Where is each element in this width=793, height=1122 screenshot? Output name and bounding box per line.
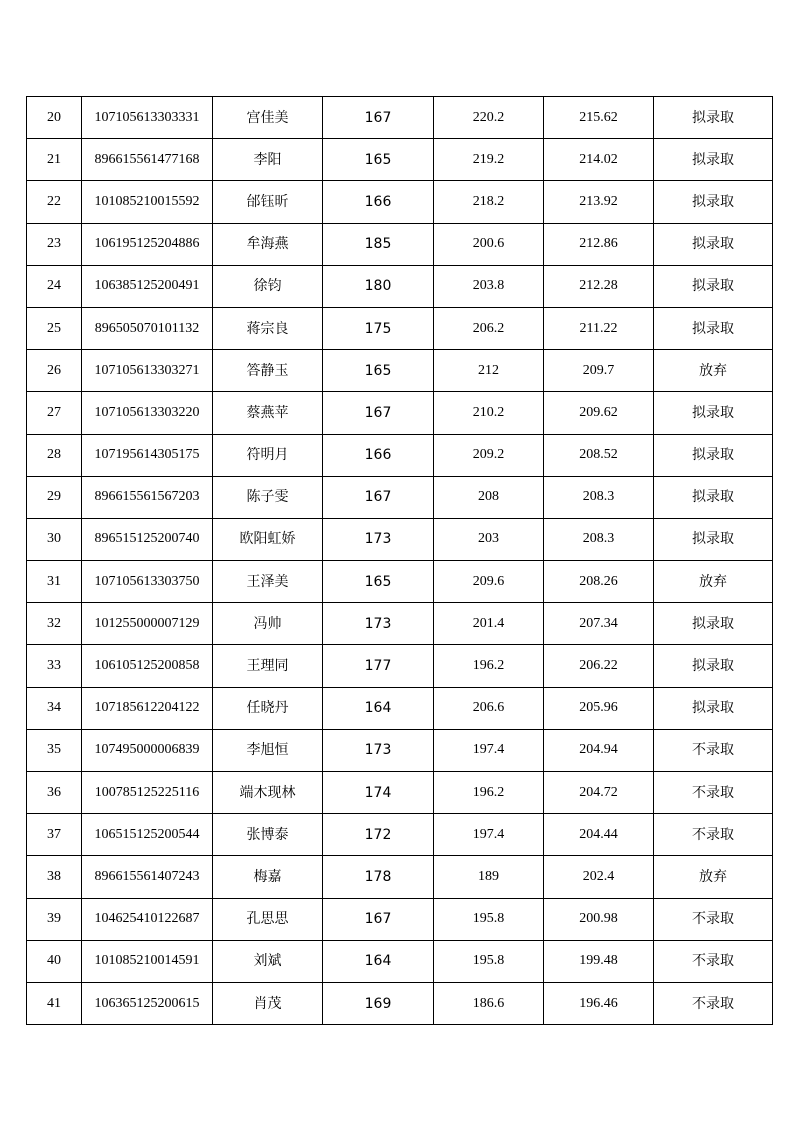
serial-number-cell: 31	[27, 561, 82, 603]
first-exam-score-cell: 185	[323, 223, 434, 265]
retest-score-cell: 203.8	[434, 265, 544, 307]
first-exam-score-cell: 169	[323, 982, 434, 1024]
admission-result-cell: 拟录取	[654, 139, 773, 181]
candidate-name-cell: 邰钰昕	[213, 181, 323, 223]
retest-score-cell: 196.2	[434, 645, 544, 687]
admission-result-cell: 不录取	[654, 940, 773, 982]
exam-id-cell: 107495000006839	[82, 729, 213, 771]
total-score-cell: 207.34	[544, 603, 654, 645]
admission-result-cell: 拟录取	[654, 645, 773, 687]
candidate-name-cell: 刘斌	[213, 940, 323, 982]
admission-result-cell: 不录取	[654, 772, 773, 814]
total-score-cell: 199.48	[544, 940, 654, 982]
candidate-name-cell: 任晓丹	[213, 687, 323, 729]
candidate-name-cell: 王泽美	[213, 561, 323, 603]
exam-id-cell: 106365125200615	[82, 982, 213, 1024]
retest-score-cell: 218.2	[434, 181, 544, 223]
admission-result-cell: 拟录取	[654, 307, 773, 349]
exam-id-cell: 101085210014591	[82, 940, 213, 982]
first-exam-score-cell: 174	[323, 772, 434, 814]
candidate-name-cell: 孔思思	[213, 898, 323, 940]
candidate-name-cell: 李旭恒	[213, 729, 323, 771]
admission-result-cell: 不录取	[654, 814, 773, 856]
admission-result-cell: 拟录取	[654, 181, 773, 223]
exam-id-cell: 896515125200740	[82, 518, 213, 560]
candidate-name-cell: 蒋宗良	[213, 307, 323, 349]
admission-result-cell: 拟录取	[654, 392, 773, 434]
table-row	[27, 392, 773, 434]
exam-id-cell: 106105125200858	[82, 645, 213, 687]
retest-score-cell: 189	[434, 856, 544, 898]
retest-score-cell: 208	[434, 476, 544, 518]
table-row	[27, 982, 773, 1024]
candidate-name-cell: 答静玉	[213, 350, 323, 392]
candidate-name-cell: 梅嘉	[213, 856, 323, 898]
retest-score-cell: 203	[434, 518, 544, 560]
admission-result-cell: 不录取	[654, 729, 773, 771]
exam-id-cell: 896615561567203	[82, 476, 213, 518]
serial-number-cell: 38	[27, 856, 82, 898]
admission-result-cell: 拟录取	[654, 476, 773, 518]
table-row	[27, 434, 773, 476]
first-exam-score-cell: 178	[323, 856, 434, 898]
candidate-name-cell: 符明月	[213, 434, 323, 476]
exam-id-cell: 107195614305175	[82, 434, 213, 476]
admission-result-cell: 拟录取	[654, 687, 773, 729]
table-row	[27, 223, 773, 265]
first-exam-score-cell: 167	[323, 898, 434, 940]
serial-number-cell: 23	[27, 223, 82, 265]
candidate-name-cell: 徐钧	[213, 265, 323, 307]
first-exam-score-cell: 165	[323, 561, 434, 603]
total-score-cell: 209.62	[544, 392, 654, 434]
serial-number-cell: 41	[27, 982, 82, 1024]
total-score-cell: 204.44	[544, 814, 654, 856]
exam-id-cell: 101085210015592	[82, 181, 213, 223]
retest-score-cell: 197.4	[434, 729, 544, 771]
exam-id-cell: 106195125204886	[82, 223, 213, 265]
total-score-cell: 211.22	[544, 307, 654, 349]
total-score-cell: 215.62	[544, 97, 654, 139]
retest-score-cell: 212	[434, 350, 544, 392]
retest-score-cell: 195.8	[434, 940, 544, 982]
table-row	[27, 97, 773, 139]
serial-number-cell: 22	[27, 181, 82, 223]
first-exam-score-cell: 173	[323, 518, 434, 560]
first-exam-score-cell: 164	[323, 940, 434, 982]
serial-number-cell: 37	[27, 814, 82, 856]
table-row	[27, 898, 773, 940]
serial-number-cell: 36	[27, 772, 82, 814]
results-table	[26, 96, 773, 1025]
exam-id-cell: 107105613303220	[82, 392, 213, 434]
retest-score-cell: 186.6	[434, 982, 544, 1024]
total-score-cell: 208.26	[544, 561, 654, 603]
table-row	[27, 772, 773, 814]
total-score-cell: 196.46	[544, 982, 654, 1024]
total-score-cell: 208.52	[544, 434, 654, 476]
candidate-name-cell: 冯帅	[213, 603, 323, 645]
table-row	[27, 139, 773, 181]
retest-score-cell: 209.2	[434, 434, 544, 476]
retest-score-cell: 220.2	[434, 97, 544, 139]
serial-number-cell: 25	[27, 307, 82, 349]
exam-id-cell: 107105613303750	[82, 561, 213, 603]
serial-number-cell: 34	[27, 687, 82, 729]
total-score-cell: 202.4	[544, 856, 654, 898]
admission-result-cell: 放弃	[654, 350, 773, 392]
candidate-name-cell: 宫佳美	[213, 97, 323, 139]
candidate-name-cell: 王理同	[213, 645, 323, 687]
first-exam-score-cell: 173	[323, 603, 434, 645]
retest-score-cell: 206.2	[434, 307, 544, 349]
exam-id-cell: 106515125200544	[82, 814, 213, 856]
exam-id-cell: 107185612204122	[82, 687, 213, 729]
first-exam-score-cell: 165	[323, 350, 434, 392]
total-score-cell: 204.94	[544, 729, 654, 771]
retest-score-cell: 197.4	[434, 814, 544, 856]
table-row	[27, 476, 773, 518]
admission-result-cell: 放弃	[654, 561, 773, 603]
total-score-cell: 208.3	[544, 518, 654, 560]
table-row	[27, 518, 773, 560]
candidate-name-cell: 牟海燕	[213, 223, 323, 265]
first-exam-score-cell: 175	[323, 307, 434, 349]
serial-number-cell: 35	[27, 729, 82, 771]
table-row	[27, 814, 773, 856]
admission-result-cell: 拟录取	[654, 265, 773, 307]
serial-number-cell: 20	[27, 97, 82, 139]
first-exam-score-cell: 172	[323, 814, 434, 856]
admission-result-cell: 拟录取	[654, 223, 773, 265]
candidate-name-cell: 蔡燕苹	[213, 392, 323, 434]
retest-score-cell: 219.2	[434, 139, 544, 181]
candidate-name-cell: 肖茂	[213, 982, 323, 1024]
candidate-name-cell: 张博泰	[213, 814, 323, 856]
total-score-cell: 205.96	[544, 687, 654, 729]
candidate-name-cell: 端木现林	[213, 772, 323, 814]
admission-result-cell: 拟录取	[654, 518, 773, 560]
candidate-name-cell: 陈子雯	[213, 476, 323, 518]
retest-score-cell: 209.6	[434, 561, 544, 603]
serial-number-cell: 33	[27, 645, 82, 687]
serial-number-cell: 30	[27, 518, 82, 560]
retest-score-cell: 196.2	[434, 772, 544, 814]
exam-id-cell: 896615561407243	[82, 856, 213, 898]
table-row	[27, 645, 773, 687]
exam-id-cell: 101255000007129	[82, 603, 213, 645]
admission-result-cell: 不录取	[654, 898, 773, 940]
retest-score-cell: 206.6	[434, 687, 544, 729]
retest-score-cell: 195.8	[434, 898, 544, 940]
total-score-cell: 212.28	[544, 265, 654, 307]
admission-result-cell: 不录取	[654, 982, 773, 1024]
first-exam-score-cell: 167	[323, 97, 434, 139]
first-exam-score-cell: 180	[323, 265, 434, 307]
exam-id-cell: 106385125200491	[82, 265, 213, 307]
total-score-cell: 200.98	[544, 898, 654, 940]
admission-result-cell: 拟录取	[654, 603, 773, 645]
serial-number-cell: 21	[27, 139, 82, 181]
total-score-cell: 208.3	[544, 476, 654, 518]
total-score-cell: 204.72	[544, 772, 654, 814]
serial-number-cell: 26	[27, 350, 82, 392]
first-exam-score-cell: 165	[323, 139, 434, 181]
first-exam-score-cell: 167	[323, 476, 434, 518]
total-score-cell: 209.7	[544, 350, 654, 392]
total-score-cell: 214.02	[544, 139, 654, 181]
table-row	[27, 729, 773, 771]
exam-id-cell: 104625410122687	[82, 898, 213, 940]
admission-result-cell: 拟录取	[654, 434, 773, 476]
table-row	[27, 561, 773, 603]
table-row	[27, 856, 773, 898]
table-row	[27, 181, 773, 223]
serial-number-cell: 39	[27, 898, 82, 940]
table-row	[27, 687, 773, 729]
exam-id-cell: 107105613303331	[82, 97, 213, 139]
table-row	[27, 940, 773, 982]
exam-id-cell: 896505070101132	[82, 307, 213, 349]
candidate-name-cell: 欧阳虹娇	[213, 518, 323, 560]
retest-score-cell: 210.2	[434, 392, 544, 434]
first-exam-score-cell: 166	[323, 181, 434, 223]
table-row	[27, 603, 773, 645]
serial-number-cell: 32	[27, 603, 82, 645]
first-exam-score-cell: 177	[323, 645, 434, 687]
retest-score-cell: 201.4	[434, 603, 544, 645]
retest-score-cell: 200.6	[434, 223, 544, 265]
admission-result-cell: 拟录取	[654, 97, 773, 139]
first-exam-score-cell: 167	[323, 392, 434, 434]
serial-number-cell: 28	[27, 434, 82, 476]
first-exam-score-cell: 166	[323, 434, 434, 476]
serial-number-cell: 27	[27, 392, 82, 434]
total-score-cell: 213.92	[544, 181, 654, 223]
total-score-cell: 212.86	[544, 223, 654, 265]
first-exam-score-cell: 173	[323, 729, 434, 771]
exam-id-cell: 896615561477168	[82, 139, 213, 181]
results-table-body	[27, 97, 773, 1025]
table-row	[27, 265, 773, 307]
candidate-name-cell: 李阳	[213, 139, 323, 181]
exam-id-cell: 100785125225116	[82, 772, 213, 814]
serial-number-cell: 24	[27, 265, 82, 307]
table-row	[27, 350, 773, 392]
table-row	[27, 307, 773, 349]
exam-id-cell: 107105613303271	[82, 350, 213, 392]
serial-number-cell: 40	[27, 940, 82, 982]
first-exam-score-cell: 164	[323, 687, 434, 729]
total-score-cell: 206.22	[544, 645, 654, 687]
serial-number-cell: 29	[27, 476, 82, 518]
admission-result-cell: 放弃	[654, 856, 773, 898]
